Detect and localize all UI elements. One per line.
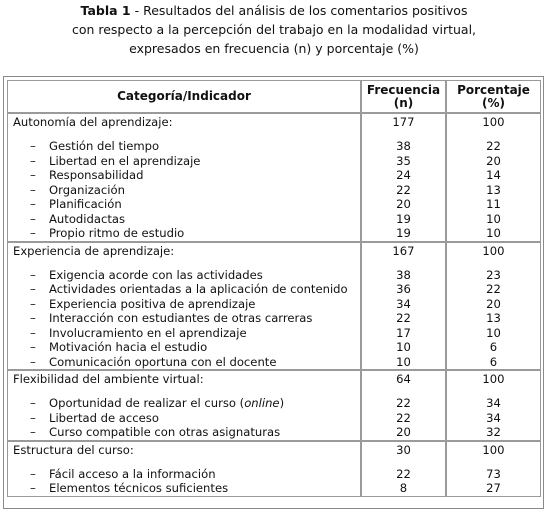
- dash-marker: –: [30, 396, 36, 410]
- indicator-label: Libertad en el aprendizaje: [49, 153, 201, 168]
- dash-marker: –: [30, 340, 36, 354]
- indicator-frequency: 19: [396, 211, 411, 226]
- indicator-label: Organización: [49, 182, 125, 197]
- caption-line-2: con respecto a la percepción del trabajo en la modalidad virtual,: [71, 22, 477, 37]
- indicator-frequency: 38: [396, 139, 411, 153]
- category-title: Experiencia de aprendizaje:: [13, 243, 175, 258]
- row-spacer: [13, 131, 360, 139]
- row-spacer: [13, 388, 360, 396]
- dash-marker: –: [30, 211, 36, 226]
- indicator-frequency: 22: [396, 410, 411, 425]
- dash-marker: –: [30, 410, 36, 425]
- dash-marker: –: [30, 354, 36, 369]
- indicator-frequency: 10: [396, 340, 411, 354]
- indicator-frequency: 19: [396, 226, 411, 240]
- indicator-frequency: 36: [396, 282, 411, 296]
- dash-marker: –: [30, 182, 36, 197]
- indicator-item: [13, 268, 360, 283]
- frequency-cell: [361, 242, 446, 371]
- indicator-item: [13, 183, 360, 198]
- table-caption: [0, 1, 548, 58]
- dash-marker: –: [30, 325, 36, 340]
- category-title: Estructura del curso:: [13, 442, 134, 457]
- indicator-percent: 20: [486, 153, 501, 168]
- dash-marker: –: [30, 466, 36, 481]
- indicator-percent: 20: [486, 296, 501, 311]
- percent-cell: [446, 113, 541, 242]
- row-spacer: [13, 459, 360, 467]
- indicator-percent: 13: [486, 182, 501, 197]
- dash-marker: –: [30, 282, 36, 296]
- indicator-percent: 73: [486, 466, 501, 481]
- table-row-group: [7, 242, 541, 371]
- row-spacer: [447, 388, 540, 396]
- indicator-percent: 34: [486, 396, 501, 410]
- row-spacer: [447, 459, 540, 467]
- frequency-cell: [361, 441, 446, 497]
- dash-marker: –: [30, 296, 36, 311]
- indicator-label: Fácil acceso a la información: [49, 466, 216, 481]
- category-cell: [7, 242, 361, 371]
- table-row-group: [7, 441, 541, 497]
- dash-marker: –: [30, 267, 36, 282]
- category-percent: 100: [482, 243, 505, 258]
- row-spacer: [362, 388, 445, 396]
- indicator-frequency: 22: [396, 466, 411, 481]
- category-cell: [7, 370, 361, 441]
- indicator-label: Responsabilidad: [49, 168, 144, 182]
- row-spacer: [447, 260, 540, 268]
- indicator-percent: 11: [486, 197, 501, 211]
- indicator-label: Motivación hacia el estudio: [49, 340, 208, 354]
- indicator-frequency: 8: [399, 481, 408, 495]
- header-frequency-line2: (n): [393, 95, 414, 110]
- header-percent-line1: Porcentaje: [457, 82, 530, 97]
- indicator-label: Involucramiento en el aprendizaje: [49, 325, 247, 340]
- indicator-item: [13, 411, 360, 426]
- category-frequency: 167: [392, 243, 415, 258]
- category-title: Flexibilidad del ambiente virtual:: [13, 372, 204, 386]
- indicator-percent: 10: [486, 325, 501, 340]
- indicator-item: [13, 297, 360, 312]
- dash-marker: –: [30, 226, 36, 240]
- table-row-group: [7, 113, 541, 242]
- indicator-label: Actividades orientadas a la aplicación de contenido: [49, 282, 348, 296]
- indicator-item: [13, 355, 360, 370]
- category-frequency: 30: [396, 442, 411, 457]
- indicator-percent: 34: [486, 410, 501, 425]
- indicator-frequency: 17: [396, 325, 411, 340]
- indicator-item: [13, 168, 360, 183]
- indicator-item: [13, 282, 360, 297]
- indicator-label: Gestión del tiempo: [49, 139, 160, 153]
- category-percent: 100: [482, 442, 505, 457]
- header-frequency-line1: Frecuencia: [366, 82, 441, 97]
- indicator-label-start: Oportunidad de realizar el curso (: [49, 396, 245, 410]
- indicator-label-end: ): [279, 396, 285, 410]
- category-percent: 100: [482, 372, 505, 386]
- header-percent: [446, 80, 541, 113]
- category-title: Autonomía del aprendizaje:: [13, 115, 173, 129]
- indicator-item: [13, 481, 360, 496]
- indicator-item: [13, 311, 360, 326]
- dash-marker: –: [30, 153, 36, 168]
- indicator-frequency: 10: [396, 354, 411, 369]
- indicator-label: Comunicación oportuna con el docente: [49, 354, 277, 369]
- category-cell: [7, 113, 361, 242]
- indicator-label-italic: online: [244, 396, 280, 410]
- indicator-item: [13, 154, 360, 169]
- header-category: Categoría/Indicador: [7, 80, 361, 113]
- indicator-item: [13, 396, 360, 411]
- percent-cell: [446, 441, 541, 497]
- indicator-item: [13, 197, 360, 212]
- indicator-percent: 22: [486, 139, 501, 153]
- caption-line-1: [0, 1, 548, 20]
- dash-marker: –: [30, 197, 36, 211]
- indicator-label: Interacción con estudiantes de otras carreras: [49, 311, 313, 325]
- table-frame: [3, 76, 544, 509]
- row-spacer: [447, 131, 540, 139]
- indicator-item: [13, 467, 360, 482]
- row-spacer: [13, 260, 360, 268]
- dash-marker: –: [30, 481, 36, 495]
- indicator-percent: 14: [486, 168, 501, 182]
- header-row: [7, 80, 541, 113]
- indicator-item: [13, 226, 360, 241]
- indicator-percent: 27: [486, 481, 501, 495]
- row-spacer: [362, 459, 445, 467]
- indicator-label: Planificación: [49, 197, 122, 211]
- dash-marker: –: [30, 311, 36, 325]
- indicator-label: Exigencia acorde con las actividades: [49, 267, 263, 282]
- indicator-item: [13, 340, 360, 355]
- row-spacer: [362, 131, 445, 139]
- indicator-frequency: 22: [396, 182, 411, 197]
- category-frequency: 177: [392, 115, 415, 129]
- frequency-cell: [361, 113, 446, 242]
- indicator-percent: 32: [486, 425, 501, 439]
- table-row-group: [7, 370, 541, 441]
- indicator-label: Curso compatible con otras asignaturas: [49, 425, 281, 439]
- indicator-item: [13, 212, 360, 227]
- indicator-percent: 10: [486, 226, 501, 240]
- indicator-item: [13, 139, 360, 154]
- indicator-label: Propio ritmo de estudio: [49, 226, 185, 240]
- header-percent-line2: (%): [482, 95, 505, 110]
- indicator-label: Experiencia positiva de aprendizaje: [49, 296, 256, 311]
- dash-marker: –: [30, 425, 36, 439]
- indicator-percent: 6: [489, 354, 498, 369]
- indicator-frequency: 38: [396, 267, 411, 282]
- indicator-label: Libertad de acceso: [49, 410, 159, 425]
- caption-line-3: expresados en frecuencia (n) y porcentaje (%): [129, 41, 419, 56]
- row-spacer: [362, 260, 445, 268]
- caption-text-1: - Resultados del análisis de los comentarios positivos: [130, 3, 468, 18]
- category-frequency: 64: [396, 372, 411, 386]
- indicator-frequency: 34: [396, 296, 411, 311]
- indicator-percent: 6: [489, 340, 498, 354]
- indicator-percent: 10: [486, 211, 501, 226]
- dash-marker: –: [30, 168, 36, 182]
- indicator-percent: 23: [486, 267, 501, 282]
- indicator-item: [13, 425, 360, 440]
- indicator-frequency: 22: [396, 396, 411, 410]
- indicator-label: Autodidactas: [49, 211, 126, 226]
- header-frequency: [361, 80, 446, 113]
- results-table: [7, 80, 541, 497]
- percent-cell: [446, 242, 541, 371]
- indicator-item: [13, 326, 360, 341]
- indicator-frequency: 22: [396, 311, 411, 325]
- dash-marker: –: [30, 139, 36, 153]
- indicator-label: Elementos técnicos suficientes: [49, 481, 229, 495]
- indicator-percent: 22: [486, 282, 501, 296]
- indicator-percent: 13: [486, 311, 501, 325]
- indicator-frequency: 24: [396, 168, 411, 182]
- category-cell: [7, 441, 361, 497]
- category-percent: 100: [482, 115, 505, 129]
- frequency-cell: [361, 370, 446, 441]
- indicator-frequency: 20: [396, 425, 411, 439]
- percent-cell: [446, 370, 541, 441]
- indicator-frequency: 20: [396, 197, 411, 211]
- caption-label: Tabla 1: [80, 3, 131, 18]
- indicator-frequency: 35: [396, 153, 411, 168]
